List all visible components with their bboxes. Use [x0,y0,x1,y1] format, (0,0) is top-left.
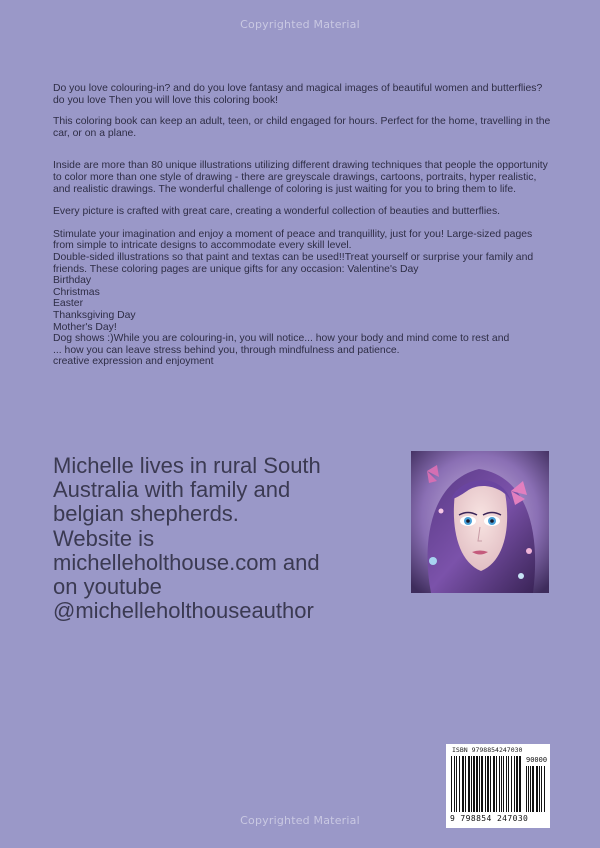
author-portrait-illustration [411,451,549,593]
copyright-watermark-bottom: Copyrighted Material [240,814,360,827]
barcode-bar [514,756,515,812]
barcode-bar [526,766,527,812]
barcode-bar [471,756,472,812]
barcode-bar [530,766,531,812]
barcode-bar [487,756,489,812]
isbn-label: ISBN 9798854247030 [452,746,523,754]
author-bio [53,454,403,623]
barcode-bar [506,756,507,812]
barcode-bar [499,756,500,812]
barcode-bar [532,766,534,812]
blurb-paragraph-2: This coloring book can keep an adult, teen, or child engaged for hours. Perfect for the home, travelling in the car, or on a plane. [53,116,551,139]
author-bio-line: Australia with family and [53,477,291,503]
barcode-bar [485,756,486,812]
blurb-paragraph-1: Do you love colouring-in? and do you love fantasy and magical images of beautiful women and butterflies? do you love Then you will love this coloring book! [53,83,543,106]
barcode-bar [481,756,483,812]
blurb-paragraph-5: Stimulate your imagination and enjoy a moment of peace and tranquillity, just for you! Large-sized pages from simple to intricate designs to accommodate every skill level. [53,228,533,252]
barcode-bar [528,766,529,812]
barcode-bar [473,756,475,812]
author-youtube-handle: @michelleholthouseauthor [53,598,314,624]
author-bio-line: belgian shepherds. [53,501,239,527]
barcode-bar [462,756,464,812]
barcode-bar [493,756,495,812]
barcode-bar [539,766,540,812]
blurb-paragraph-8: ... how you can leave stress behind you, through mindfulness and patience. [53,344,400,356]
blurb-paragraph-3: Inside are more than 80 unique illustrations utilizing different drawing techniques that people the opportunity to color more than one style of drawing - there are greyscale drawings, cartoons, portraits, hyper realistic, and realistic drawings. The wonderful challenge of coloring is just waiting for you to bring them to life. [53,160,548,195]
barcode-bar [465,756,466,812]
barcode-bar [503,756,504,812]
blurb-paragraph-9: creative expression and enjoyment [53,356,214,368]
barcode-bar [519,756,521,812]
barcode-bar [516,756,518,812]
barcode-bar [536,766,538,812]
occasion-item: Christmas [53,286,100,298]
author-bio-line: Website is [53,525,155,551]
occasion-item: Mother's Day! [53,321,117,333]
barcode-bar [490,756,491,812]
barcode-digits: 9 798854 247030 [450,814,529,823]
blurb-paragraph-7: Dog shows :)While you are colouring-in, you will notice... how your body and mind come to rest and [53,333,510,345]
occasion-item: Birthday [53,275,92,287]
barcode-bar [508,756,509,812]
author-website: michelleholthouse.com and [53,549,320,575]
occasion-item: Easter [53,298,84,310]
occasion-item: Thanksgiving Day [53,309,136,321]
author-bio-line: on youtube [53,574,162,600]
barcode-bar [459,756,460,812]
barcode-bar [479,756,480,812]
barcode-bar [541,766,542,812]
barcode-bar [476,756,478,812]
price-code: 90000 [526,756,548,764]
back-cover-blurb [53,83,553,368]
barcode-bar [496,756,497,812]
barcode-bar [468,756,470,812]
blurb-paragraph-6: Double-sided illustrations so that paint and textas can be used!!Treat yourself or surprise your family and friends. These coloring pages are unique gifts for any occasion: Valentine's Day [53,251,534,275]
copyright-watermark-top: Copyrighted Material [240,18,360,31]
barcode-bar [501,756,502,812]
author-bio-line: Michelle lives in rural South [53,453,321,478]
barcode-bar [511,756,512,812]
barcode-bar [451,756,452,812]
barcode-bar [456,756,457,812]
blurb-paragraph-4: Every picture is crafted with great care, creating a wonderful collection of beauties and butterflies. [53,206,501,218]
barcode-bar [454,756,455,812]
barcode-bar [544,766,545,812]
